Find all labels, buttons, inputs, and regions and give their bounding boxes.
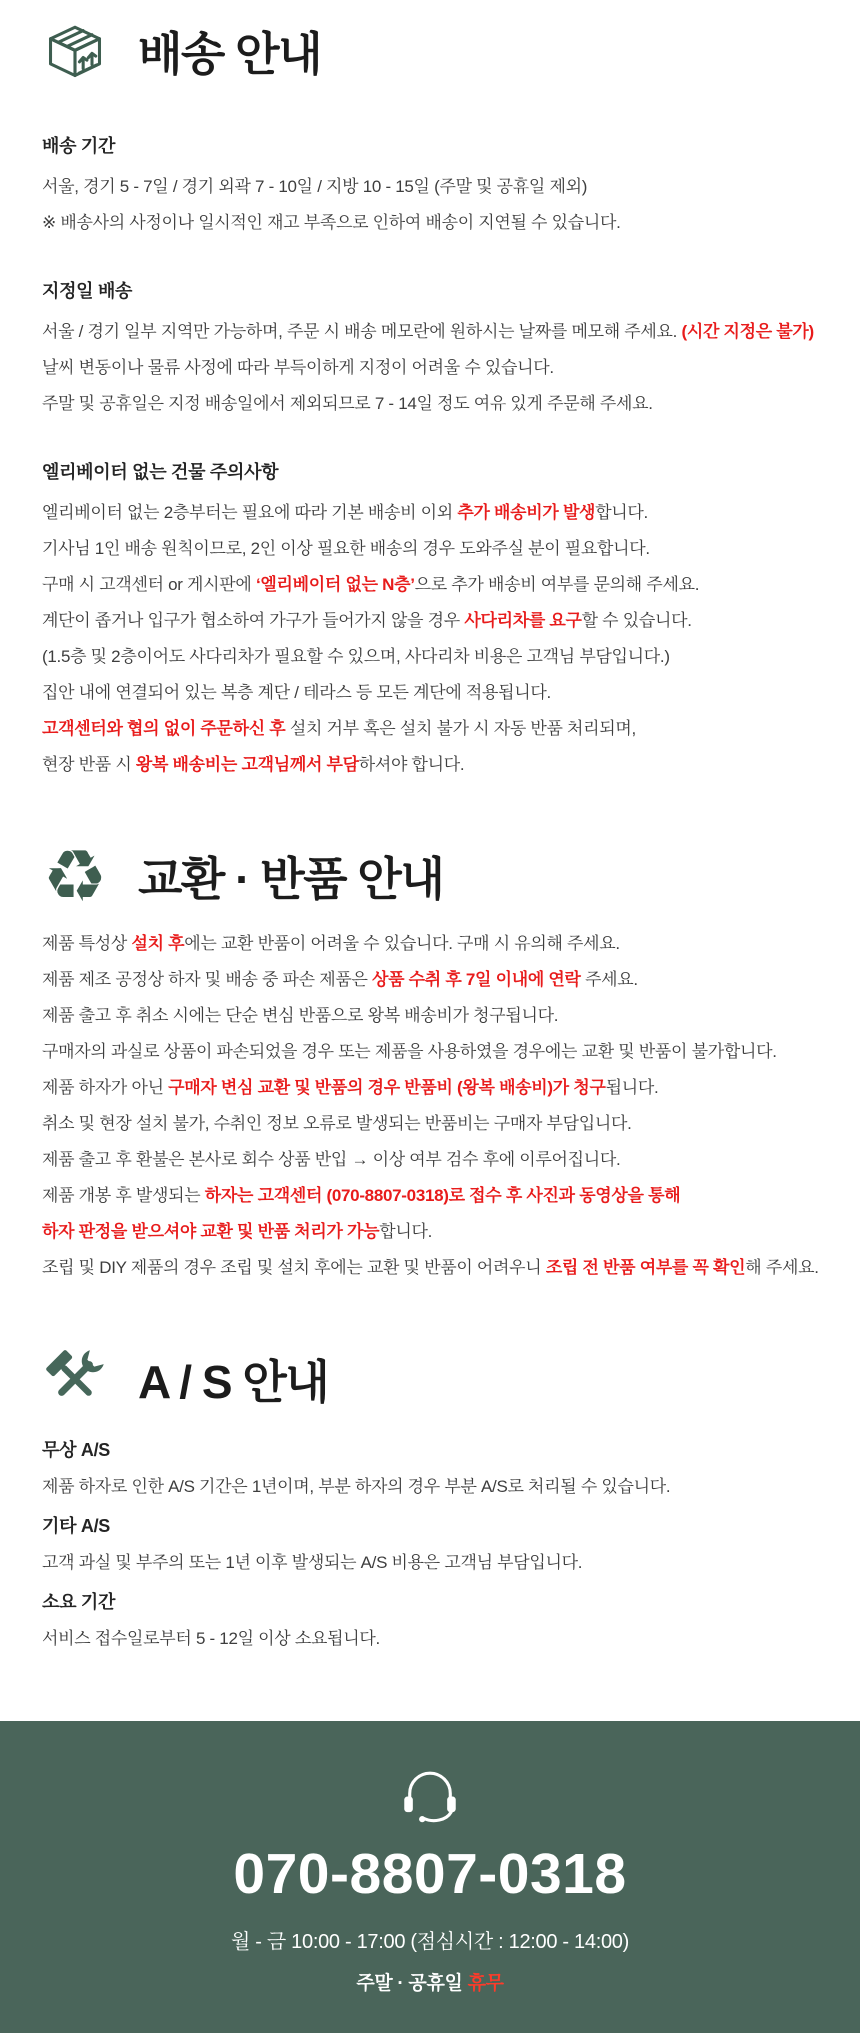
text-segment: 하자는 고객센터 (070-8807-0318)로 접수 후 사진과 동영상을 통해 [204, 1186, 681, 1205]
text-segment: 기사님 1인 배송 원칙이므로, 2인 이상 필요한 배송의 경우 도와주실 분이 필요합니다. [42, 539, 650, 558]
text-segment: 조립 및 DIY 제품의 경우 조립 및 설치 후에는 교환 및 반품이 어려우니 [42, 1258, 546, 1277]
info-line [42, 1552, 824, 1573]
block-heading: 배송 기간 [42, 136, 116, 156]
text-segment: 추가 배송비가 발생 [457, 503, 596, 522]
text-segment: 주말 및 공휴일은 지정 배송일에서 제외되므로 7 - 14일 정도 여유 있게 주문해 주세요. [42, 394, 653, 413]
block-heading: 무상 A/S [42, 1440, 110, 1460]
text-segment: 합니다. [595, 503, 648, 522]
text-segment: 으로 추가 배송비 여부를 문의해 주세요. [414, 575, 700, 594]
text-segment: 제품 출고 후 취소 시에는 단순 변심 반품으로 왕복 배송비가 청구됩니다. [42, 1006, 559, 1025]
block-heading: 엘리베이터 없는 건물 주의사항 [42, 462, 279, 482]
text-segment: 주세요. [580, 970, 638, 989]
text-segment: (1.5층 및 2층이어도 사다리차가 필요할 수 있으며, 사다리차 비용은 고객님 부담입니다.) [42, 647, 670, 666]
tools-icon [40, 1344, 110, 1414]
text-segment: 제품 하자가 아닌 [42, 1078, 169, 1097]
text-segment: 하자 판정을 받으셔야 교환 및 반품 처리가 가능 [42, 1222, 380, 1241]
text-segment: 현장 반품 시 [42, 755, 136, 774]
info-block [42, 132, 824, 233]
info-block [42, 1588, 824, 1649]
info-line [42, 1185, 824, 1206]
headset-icon [391, 1759, 469, 1831]
text-segment: 왕복 배송비는 고객님께서 부담 [135, 755, 359, 774]
info-line [42, 1221, 824, 1242]
text-segment: 사다리차를 요구 [464, 611, 582, 630]
text-segment: 설치 거부 혹은 설치 불가 시 자동 반품 처리되며, [289, 719, 636, 738]
recycle-icon-wrap [40, 834, 110, 918]
text-segment: ※ 배송사의 사정이나 일시적인 재고 부족으로 인하여 배송이 지연될 수 있습니다. [42, 213, 621, 232]
text-segment: 제품 개봉 후 발생되는 [42, 1186, 205, 1205]
info-line [42, 176, 824, 197]
text-segment: 서비스 접수일로부터 5 - 12일 이상 소요됩니다. [42, 1629, 380, 1648]
package-icon [41, 15, 109, 87]
text-segment: 구매 시 고객센터 or 게시판에 [42, 575, 256, 594]
text-segment: 취소 및 현장 설치 불가, 수취인 정보 오류로 발생되는 반품비는 구매자 부담입니다. [42, 1114, 632, 1133]
info-line [42, 1005, 824, 1026]
text-segment: 집안 내에 연결되어 있는 복층 계단 / 테라스 등 모든 계단에 적용됩니다. [42, 683, 551, 702]
text-segment: 고객 과실 및 부주의 또는 1년 이후 발생되는 A/S 비용은 고객님 부담입니다. [42, 1553, 583, 1572]
section-after-service [42, 1342, 824, 1649]
info-line [42, 1149, 824, 1170]
info-block [42, 933, 824, 1278]
text-segment: 됩니다. [605, 1078, 659, 1097]
info-line [42, 933, 824, 954]
text-segment: 에는 교환 반품이 어려울 수 있습니다. 구매 시 유의해 주세요. [184, 934, 620, 953]
text-segment: 서울 / 경기 일부 지역만 가능하며, 주문 시 배송 메모란에 원하시는 날짜를 메모해 주세요. [42, 322, 682, 341]
info-line [42, 357, 824, 378]
text-segment: 날씨 변동이나 물류 사정에 따라 부득이하게 지정이 어려울 수 있습니다. [42, 358, 554, 377]
info-line [42, 393, 824, 414]
info-block [42, 1436, 824, 1497]
info-line [42, 321, 824, 342]
text-segment: 제품 출고 후 환불은 본사로 회수 상품 반입 → 이상 여부 검수 후에 이루어집니다. [42, 1150, 621, 1169]
info-sections [42, 14, 824, 1649]
text-segment: 조립 전 반품 여부를 꼭 확인 [545, 1258, 746, 1277]
info-line [42, 718, 824, 739]
tools-icon-wrap [40, 1342, 110, 1416]
text-segment: 구매자 변심 교환 및 반품의 경우 반품비 (왕복 배송비)가 청구 [168, 1078, 606, 1097]
text-segment: 하셔야 합니다. [358, 755, 465, 774]
section-shipping [42, 14, 824, 775]
block-heading: 기타 A/S [42, 1516, 110, 1536]
info-line [42, 1257, 824, 1278]
section-exchange-return [42, 834, 824, 1278]
info-line [42, 574, 824, 595]
text-segment: 제품 제조 공정상 하자 및 배송 중 파손 제품은 [42, 970, 373, 989]
text-segment: 휴무 [467, 1973, 504, 1994]
text-segment: 구매자의 과실로 상품이 파손되었을 경우 또는 제품을 사용하였을 경우에는 교환 및 반품이 불가합니다. [42, 1042, 777, 1061]
text-segment: 제품 하자로 인한 A/S 기간은 1년이며, 부분 하자의 경우 부분 A/S로 처리될 수 있습니다. [42, 1477, 671, 1496]
info-line [42, 502, 824, 523]
text-segment: 계단이 좁거나 입구가 협소하여 가구가 들어가지 않을 경우 [42, 611, 465, 630]
section-header [40, 14, 824, 88]
info-line [42, 538, 824, 559]
customer-service-footer [0, 1721, 860, 2033]
info-line [42, 682, 824, 703]
info-line [42, 1113, 824, 1134]
text-segment: 고객센터와 협의 없이 주문하신 후 [42, 719, 290, 738]
info-line [42, 1476, 824, 1497]
closed-days [356, 1968, 503, 1995]
info-block [42, 458, 824, 775]
info-line [42, 754, 824, 775]
section-header [40, 834, 824, 918]
info-block [42, 277, 824, 414]
info-line [42, 969, 824, 990]
text-segment: 제품 특성상 [42, 934, 132, 953]
text-segment: 설치 후 [131, 934, 185, 953]
recycle-icon: ♻ [42, 834, 108, 918]
info-line [42, 610, 824, 631]
info-line [42, 1041, 824, 1062]
section-title: 교환 · 반품 안내 [138, 853, 444, 905]
section-title: A / S 안내 [138, 1356, 329, 1408]
text-segment: 해 주세요. [745, 1258, 819, 1277]
text-segment: 할 수 있습니다. [581, 611, 692, 630]
text-segment: 서울, 경기 5 - 7일 / 경기 외곽 7 - 10일 / 지방 10 - 15일 (주말 및 공휴일 제외) [42, 177, 588, 196]
section-title: 배송 안내 [138, 28, 322, 80]
package-icon-wrap [40, 14, 110, 88]
text-segment: 엘리베이터 없는 2층부터는 필요에 따라 기본 배송비 이외 [42, 503, 458, 522]
text-segment: 주말 · 공휴일 [356, 1973, 468, 1994]
block-heading: 소요 기간 [42, 1592, 116, 1612]
block-heading: 지정일 배송 [42, 281, 133, 301]
info-line [42, 646, 824, 667]
info-line [42, 212, 824, 233]
customer-service-phone: 070-8807-0318 [233, 1842, 627, 1906]
text-segment: ‘엘리베이터 없는 N층’ [255, 575, 415, 594]
business-hours: 월 - 금 10:00 - 17:00 (점심시간 : 12:00 - 14:00) [231, 1931, 629, 1953]
text-segment: (시간 지정은 불가) [681, 322, 814, 341]
info-block [42, 1512, 824, 1573]
info-line [42, 1628, 824, 1649]
section-header [40, 1342, 824, 1416]
text-segment: 상품 수취 후 7일 이내에 연락 [372, 970, 581, 989]
text-segment: 합니다. [379, 1222, 433, 1241]
info-line [42, 1077, 824, 1098]
